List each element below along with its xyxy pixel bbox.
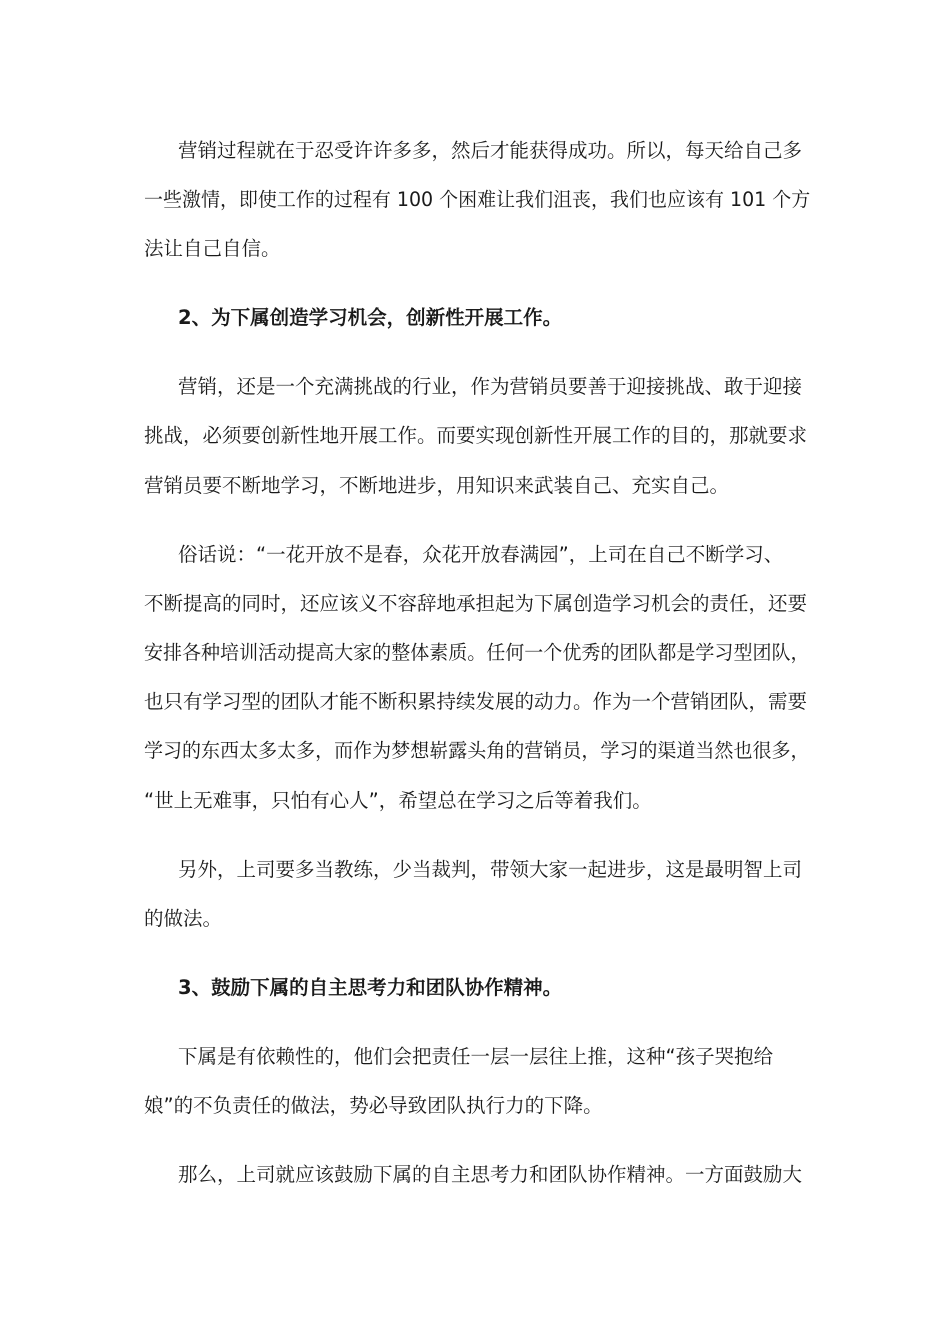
paragraph-line: 挑战，必须要创新性地开展工作。而要实现创新性开展工作的目的，那就要求	[144, 424, 808, 447]
paragraph-line: 营销，还是一个充满挑战的行业，作为营销员要善于迎接挑战、敢于迎接	[178, 375, 803, 398]
paragraph-line: 营销过程就在于忍受许许多多，然后才能获得成功。所以，每天给自己多	[178, 139, 803, 162]
paragraph-line: “世上无难事，只怕有心人”，希望总在学习之后等着我们。	[144, 789, 652, 812]
paragraph-line: 另外，上司要多当教练，少当裁判，带领大家一起进步，这是最明智上司	[178, 858, 803, 881]
paragraph-line: 营销员要不断地学习，不断地进步，用知识来武装自己、充实自己。	[144, 474, 730, 497]
paragraph-line: 下属是有依赖性的，他们会把责任一层一层往上推，这种“孩子哭抱给	[178, 1045, 774, 1068]
section-heading: 3、鼓励下属的自主思考力和团队协作精神。	[178, 976, 563, 999]
section-heading: 2、为下属创造学习机会，创新性开展工作。	[178, 306, 563, 329]
paragraph-line: 娘”的不负责任的做法，势必导致团队执行力的下降。	[144, 1094, 603, 1117]
paragraph-line: 学习的东西太多太多，而作为梦想崭露头角的营销员，学习的渠道当然也很多，	[144, 739, 810, 762]
paragraph-line: 也只有学习型的团队才能不断积累持续发展的动力。作为一个营销团队，需要	[144, 690, 808, 713]
paragraph-line: 的做法。	[144, 907, 223, 930]
paragraph-line: 那么，上司就应该鼓励下属的自主思考力和团队协作精神。一方面鼓励大	[178, 1163, 803, 1186]
paragraph-line: 不断提高的同时，还应该义不容辞地承担起为下属创造学习机会的责任，还要	[144, 592, 808, 615]
paragraph-line: 法让自己自信。	[144, 237, 281, 260]
paragraph-line: 一些激情，即使工作的过程有 100 个困难让我们沮丧，我们也应该有 101 个方	[144, 188, 811, 211]
paragraph-line: 安排各种培训活动提高大家的整体素质。任何一个优秀的团队都是学习型团队，	[144, 641, 810, 664]
paragraph-line: 俗话说：“一花开放不是春，众花开放春满园”，上司在自己不断学习、	[178, 543, 784, 566]
